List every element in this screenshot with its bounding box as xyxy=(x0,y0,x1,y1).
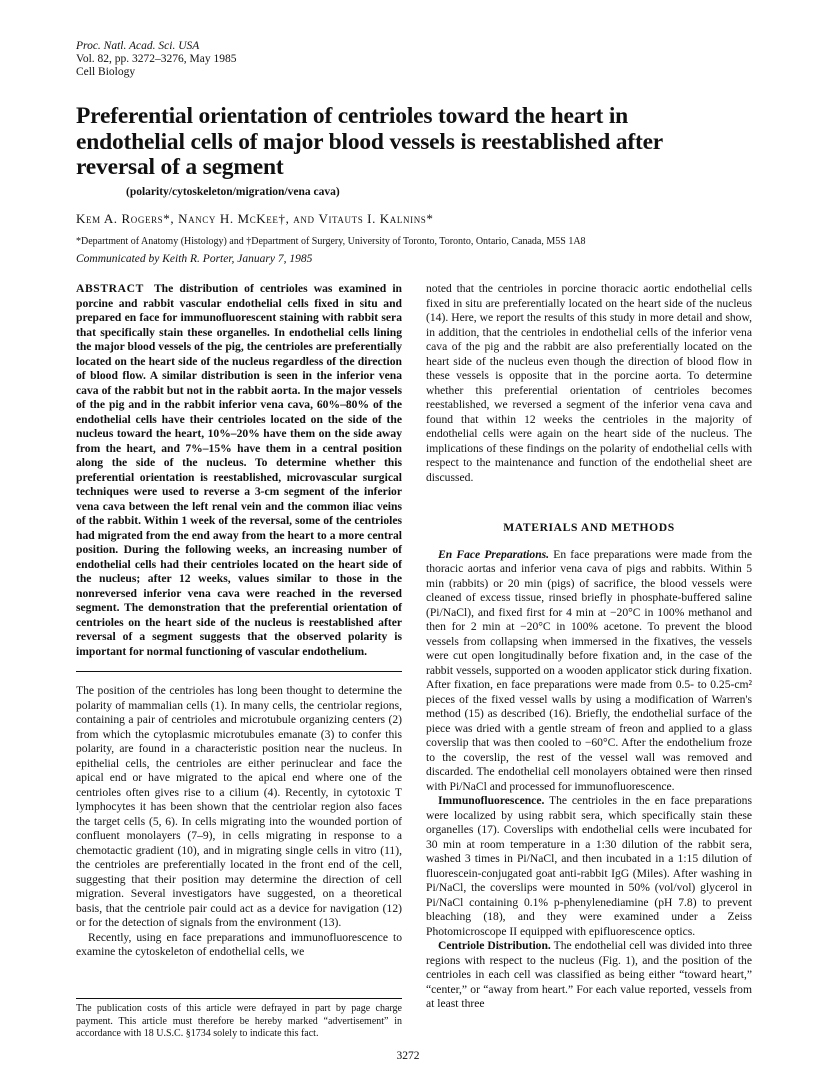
enface-text: En face preparations were made from the thoracic aortas and inferior vena cava of pigs and rabbits. Within 5 min (rabbits) or 20 min (pigs) of sacrifice, the blood vessels were cleaned of excess tissue, rinsed briefly in phosphate-buffered saline (Pi/NaCl), and fixed first for 4 min at −20°C in 100% methanol and then for 2 min at −20°C in 100% acetone. To prevent the blood vessels from collapsing when immersed in the fixatives, the vessels were cut open longitudinally before fixation and, in the case of the rabbit vessels, supported on a wooden applicator stick during fixation. After fixation, en face preparations were made from 0.5- to 0.25-cm² pieces of the fixed vessel walls by using a modification of Warren's method (15) as described (16). Briefly, the endothelial surface of the piece was dried with a gentle stream of freon and applied to a glass coverslip that was then cooled to −60°C. After the endothelium froze to the coverslip, the rest of the vessel wall was removed and discarded. The endothelial cell monolayers obtained were then rinsed with Pi/NaCl and processed for immunofluorescence. xyxy=(426,547,752,793)
abstract-label: ABSTRACT xyxy=(76,282,144,295)
author-mckee: Nancy H. McKee†, xyxy=(178,211,290,226)
centriole-paragraph xyxy=(426,939,752,1012)
journal-header xyxy=(76,40,236,79)
communicated-by: Communicated by Keith R. Porter, January 7, 1985 xyxy=(76,253,313,265)
intro-paragraph-2: Recently, using en face preparations and immunofluorescence to examine the cytoskeleton of endothelial cells, we xyxy=(76,930,402,958)
author-list xyxy=(76,211,434,227)
journal-volume: Vol. 82, pp. 3272–3276, May 1985 xyxy=(76,53,237,65)
author-kalnins: Vitauts I. Kalnins* xyxy=(318,211,434,226)
article-title: Preferential orientation of centrioles toward the heart in endothelial cells of major blood vessels is reestablished after reversal of a segment xyxy=(76,103,663,180)
keywords: (polarity/cytoskeleton/migration/vena cava) xyxy=(126,186,340,198)
enface-subheading: En Face Preparations. xyxy=(438,547,550,561)
author-connector: and xyxy=(293,211,315,226)
centriole-subheading: Centriole Distribution. xyxy=(438,939,551,952)
enface-paragraph xyxy=(426,548,752,795)
immunofluorescence-subheading: Immunofluorescence. xyxy=(438,794,545,807)
right-column xyxy=(426,282,752,1012)
abstract-text: The distribution of centrioles was examined in porcine and rabbit vascular endothelial cells fixed in situ and prepared en face for immunofluorescent staining with rabbit sera that specifically stain these organelles. In endothelial cells lining the major blood vessels of the pig, the centrioles are preferentially located on the heart side of the nucleus regardless of the direction of blood flow. A similar distribution is seen in the inferior vena cava of the rabbit but not in the rabbit aorta. In the major vessels of the pig and in the rabbit inferior vena cava, 60%–80% of the endothelial cells have their centrioles located on the side of the nucleus toward the heart, 10%–20% have them on the side away from the heart, and 7%–15% have them in a central position along the side of the nucleus. To determine whether this preferential orientation is reestablished, microvascular surgical techniques were used to reverse a 3-cm segment of the inferior vena cava between the left renal vein and the common iliac veins of the rabbit. Within 1 week of the reversal, some of the centrioles had migrated from the end away from the heart to a more central position. During the following weeks, an increasing number of endothelial cells had their centrioles located on the heart side of the nucleus; after 12 weeks, values similar to those in the nonreversed inferior vena cava were reached in the reversed segment. The demonstration that the preferential orientation of centrioles on the heart side of the nucleus is reestablished after reversal of a segment suggests that the observed polarity is important for normal functioning of vascular endothelium. xyxy=(76,282,402,658)
immunofluorescence-paragraph xyxy=(426,794,752,939)
methods-heading: MATERIALS AND METHODS xyxy=(503,521,675,534)
author-rogers: Kem A. Rogers*, xyxy=(76,211,175,226)
immunofluorescence-text: The centrioles in the en face preparations were localized by using rabbit sera, which specifically stain these organelles (17). Coverslips with endothelial cells were incubated for 30 min at room temperature in a 1:30 dilution of the rabbit sera, washed 3 times in Pi/NaCl, and then incubated in a 1:15 dilution of fluorescein-conjugated goat anti-rabbit IgG (Miles). After washing in Pi/NaCl, the coverslips were mounted in 50% (vol/vol) glycerol in Pi/NaCl containing 0.1% p-phenylenediamine (pH 7.8) to prevent bleaching (18), and they were examined under a Zeiss Photomicroscope II equipped with epifluorescence optics. xyxy=(426,794,752,938)
journal-section: Cell Biology xyxy=(76,66,136,78)
footnote: The publication costs of this article were defrayed in part by page charge payment. This article must therefore be hereby marked “advertisement” in accordance with 18 U.S.C. §1734 solely to indicate this fact. xyxy=(76,998,402,1041)
page-number: 3272 xyxy=(396,1050,420,1062)
centriole-text: The endothelial cell was divided into three regions with respect to the nucleus (Fig. 1), and the position of the centrioles in each cell was classified as being either “toward heart,” “center,” or “away from heart.” For each value reported, vessels from at least three xyxy=(426,939,752,1010)
intro-paragraph-2-continued: noted that the centrioles in porcine thoracic aortic endothelial cells fixed in situ are preferentially located on the heart side of the nucleus (14). Here, we report the results of this study in more detail and show, in addition, that the centrioles in endothelial cells of the inferior vena cava of the pig and the rabbit are also preferentially located on the heart side of the nucleus even though the direction of blood flow in these vessels is opposite that in the porcine aorta. To determine whether this preferential orientation of centrioles becomes reestablished, we reversed a segment of the inferior vena cava and found that within 12 weeks the centrioles in the majority of endothelial cells were again on the heart side of the nucleus. The implications of these findings on the polarity of endothelial cells with respect to the maintenance and function of the endothelial sheet are discussed. xyxy=(426,282,752,484)
abstract xyxy=(76,282,402,659)
intro-paragraph-1: The position of the centrioles has long been thought to determine the polarity of mammalian cells (1). In many cells, the centriolar regions, containing a pair of centrioles and microtubule organizing centers (2) from which the cytoplasmic microtubules emanate (3) to confer this polarity, are found in a characteristic position near the nucleus. In epithelial cells, the centrioles are either perinuclear and face the apical end or have migrated to the apical end where one of the centrioles often gives rise to a cilium (4). Recently, in cytotoxic T lymphocytes it has been shown that the centriolar region also faces the target cells (5, 6). In cells migrating into the wounded portion of confluent monolayers (7–9), in cells migrating in response to a chemotactic gradient (10), and in migrating single cells in vitro (11), the centrioles are preferentially located in the front end of the cell, suggesting that their position may determine the direction of cell migration. Several investigators have suggested, on a theoretical basis, that the centriole pair could act as a device for navigation (12) or for the detection of signals from the environment (13). xyxy=(76,671,402,931)
affiliation: *Department of Anatomy (Histology) and †Department of Surgery, University of Toronto, Toronto, Ontario, Canada, M5S 1A8 xyxy=(76,236,586,247)
left-column xyxy=(76,282,402,960)
journal-name: Proc. Natl. Acad. Sci. USA xyxy=(76,40,200,52)
